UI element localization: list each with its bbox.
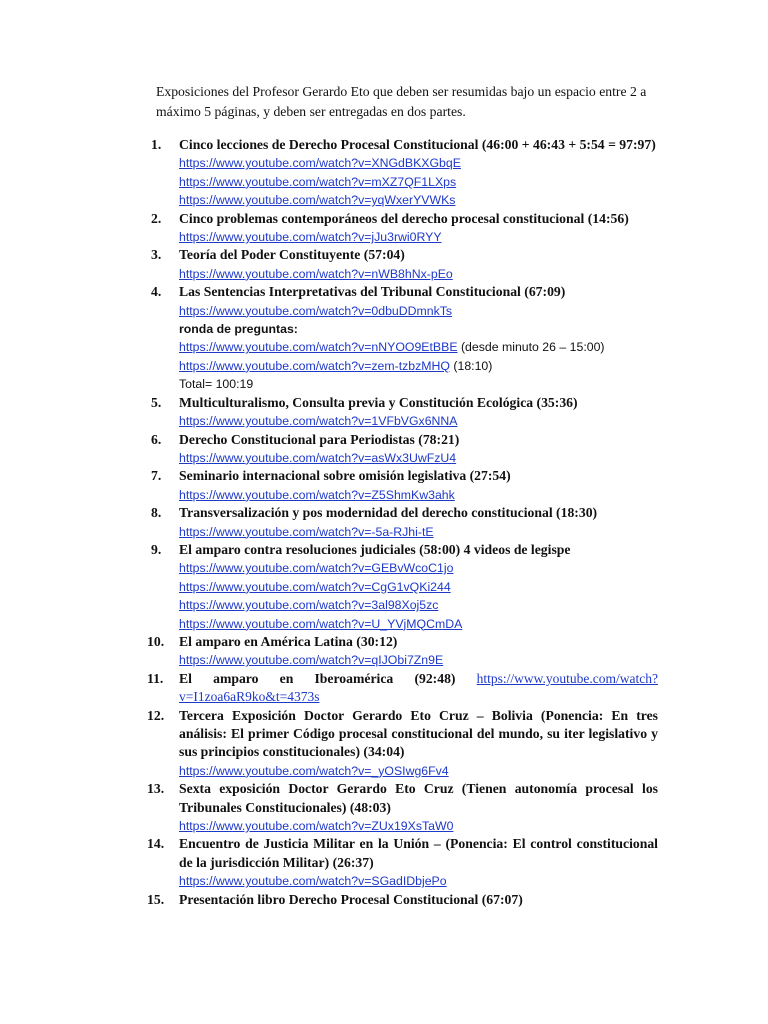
item-number: 6. [151, 431, 162, 447]
item-title: Cinco lecciones de Derecho Procesal Constitucional (46:00 + 46:43 + 5:54 = 97:97) [179, 137, 656, 152]
item-number: 1. [151, 137, 162, 152]
item-title: El amparo contra resoluciones judiciales (58:00) 4 videos de legispe [179, 541, 571, 557]
item-number: 14. [147, 836, 165, 852]
list-item [0, 136, 658, 210]
youtube-link[interactable]: https://www.youtube.com/watch?v=SGadIDbjePo [179, 874, 447, 889]
item-number: 8. [151, 505, 162, 521]
item-number: 13. [147, 781, 165, 797]
youtube-link[interactable]: https://www.youtube.com/watch?v=-5a-RJhi-tE [179, 524, 434, 539]
youtube-link[interactable]: https://www.youtube.com/watch?v=3al98Xoj5zc [179, 598, 439, 613]
item-title: Las Sentencias Interpretativas del Tribunal Constitucional (67:09) [179, 284, 566, 300]
youtube-link[interactable]: https://www.youtube.com/watch?v=_yOSIwg6Fv4 [179, 763, 449, 778]
item-number: 11. [147, 670, 164, 686]
link-with-note [179, 357, 658, 375]
youtube-link[interactable]: https://www.youtube.com/watch?v=asWx3UwFzU4 [179, 450, 457, 465]
title-word: (92:48) [414, 670, 456, 686]
item-title: Encuentro de Justicia Militar en la Unión – (Ponencia: El control constitucional de la jurisdicción Militar) (26:37) [179, 836, 658, 870]
item-title: Tercera Exposición Doctor Gerardo Eto Cruz – Bolivia (Ponencia: En tres análisis: El primer Código procesal constitucional del mundo, su iter legislativo y sus principios constitucionales) (34:04) [179, 707, 658, 760]
list-item [0, 633, 658, 670]
link-with-note [179, 338, 658, 356]
item-title: Sexta exposición Doctor Gerardo Eto Cruz (Tienen autonomía procesal los Tribunales Constitucionales) (48:03) [179, 781, 658, 815]
title-word: en [279, 670, 294, 686]
youtube-link[interactable]: https://www.youtube.com/watch?v=jJu3rwi0RYY [179, 230, 442, 245]
item-number: 4. [151, 284, 162, 300]
youtube-link[interactable]: https://www.youtube.com/watch?v=nWB8hNx-pEo [179, 266, 453, 281]
youtube-link[interactable]: https://www.youtube.com/watch?v=zem-tzbzMHQ [179, 358, 450, 373]
youtube-link[interactable]: https://www.youtube.com/watch?v=Z5ShmKw3ahk [179, 487, 455, 502]
youtube-link[interactable]: https://www.youtube.com/watch?v=ZUx19XsTaW0 [179, 819, 454, 834]
list-item [0, 504, 658, 541]
title-word: Iberoamérica [314, 670, 394, 686]
youtube-link[interactable]: https://www.youtube.com/watch?v=1VFbVGx6NNA [179, 414, 458, 429]
item-number: 3. [151, 247, 162, 263]
youtube-link-continuation[interactable]: v=I1zoa6aR9ko&t=4373s [179, 689, 320, 705]
item-title: Presentación libro Derecho Procesal Constitucional (67:07) [179, 891, 523, 907]
item-number: 9. [151, 541, 162, 557]
list-item [0, 246, 658, 283]
list-item [0, 394, 658, 431]
item-title: El amparo en América Latina (30:12) [179, 633, 398, 649]
youtube-link[interactable]: https://www.youtube.com/watch?v=GEBvWcoC1jo [179, 561, 454, 576]
youtube-link[interactable]: https://www.youtube.com/watch?v=nNYOO9EtBBE [179, 340, 458, 355]
item-number: 10. [147, 633, 165, 649]
list-item [0, 431, 658, 468]
item-number: 7. [151, 468, 162, 484]
item-title: Seminario internacional sobre omisión legislativa (27:54) [179, 468, 511, 484]
time-note: (desde minuto 26 – 15:00) [460, 340, 605, 355]
youtube-link[interactable]: https://www.youtube.com/watch? [476, 670, 658, 686]
item-title: Transversalización y pos modernidad del derecho constitucional (18:30) [179, 505, 598, 521]
item-number: 5. [151, 394, 162, 410]
title-word: amparo [213, 670, 259, 686]
item-number: 12. [147, 707, 165, 723]
list-item [0, 541, 658, 633]
youtube-link[interactable]: https://www.youtube.com/watch?v=qIJObi7Zn9E [179, 653, 444, 668]
exposition-list [0, 136, 768, 909]
item-title: Derecho Constitucional para Periodistas (78:21) [179, 431, 460, 447]
list-item [0, 283, 658, 393]
item-title: Cinco problemas contemporáneos del derecho procesal constitucional (14:56) [179, 210, 629, 226]
item-title: Multiculturalismo, Consulta previa y Constitución Ecológica (35:36) [179, 394, 578, 410]
intro-paragraph: Exposiciones del Profesor Gerardo Eto que deben ser resumidas bajo un espacio entre 2 a máximo 5 páginas, y deben ser entregadas en dos partes. [156, 84, 647, 119]
youtube-link[interactable]: https://www.youtube.com/watch?v=U_YVjMQCmDA [179, 616, 463, 631]
youtube-link[interactable]: https://www.youtube.com/watch?v=mXZ7QF1LXps [179, 174, 457, 189]
time-note: (18:10) [453, 358, 493, 373]
youtube-link[interactable]: https://www.youtube.com/watch?v=0dbuDDmnkTs [179, 303, 453, 318]
item-number: 2. [151, 210, 162, 226]
list-item [0, 891, 658, 909]
item-number: 15. [147, 891, 165, 907]
youtube-link[interactable]: https://www.youtube.com/watch?v=CgG1vQKi244 [179, 579, 451, 594]
youtube-link[interactable]: https://www.youtube.com/watch?v=yqWxerYVWKs [179, 193, 456, 208]
list-item [0, 210, 658, 247]
list-item [0, 467, 658, 504]
item-title-line [179, 670, 658, 688]
item-title: Teoría del Poder Constituyente (57:04) [179, 247, 405, 263]
youtube-link[interactable]: https://www.youtube.com/watch?v=XNGdBKXGbqE [179, 156, 461, 171]
list-item [0, 780, 658, 835]
list-item [0, 835, 658, 890]
list-item [0, 707, 658, 781]
list-item [0, 670, 658, 707]
total-label: Total= 100:19 [179, 377, 254, 392]
title-word: El [179, 670, 192, 686]
questions-round-label: ronda de preguntas: [179, 322, 298, 337]
